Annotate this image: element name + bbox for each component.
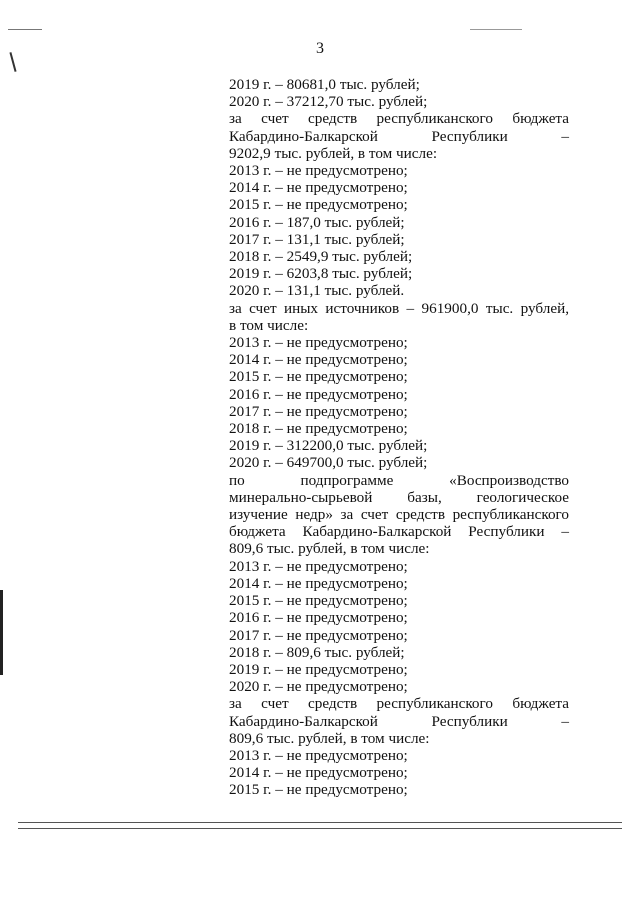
text-line: 2017 г. – не предусмотрено;	[229, 626, 408, 644]
text-line: 2020 г. – 37212,70 тыс. рублей;	[229, 93, 428, 111]
text-line: 2014 г. – не предусмотрено;	[229, 764, 408, 782]
text-line: 2015 г. – не предусмотрено;	[229, 592, 408, 610]
text-line: 2016 г. – не предусмотрено;	[229, 385, 408, 403]
text-line: 2020 г. – не предусмотрено;	[229, 678, 408, 696]
text-line: 2016 г. – не предусмотрено;	[229, 609, 408, 627]
footer-rule-1	[18, 822, 622, 823]
text-line: бюджета Кабардино-Балкарской Республики –	[229, 523, 569, 541]
text-line: 2018 г. – 2549,9 тыс. рублей;	[229, 248, 413, 266]
text-line: 2014 г. – не предусмотрено;	[229, 351, 408, 369]
text-line: 2013 г. – не предусмотрено;	[229, 557, 408, 575]
text-line: 809,6 тыс. рублей, в том числе:	[229, 540, 430, 558]
text-line: 2017 г. – 131,1 тыс. рублей;	[229, 230, 405, 248]
text-line: 2013 г. – не предусмотрено;	[229, 334, 408, 352]
text-line: 2020 г. – 649700,0 тыс. рублей;	[229, 454, 428, 472]
text-line: 2019 г. – не предусмотрено;	[229, 660, 408, 678]
text-line: 2013 г. – не предусмотрено;	[229, 162, 408, 180]
text-line: 2018 г. – 809,6 тыс. рублей;	[229, 643, 405, 661]
text-line: 2020 г. – 131,1 тыс. рублей.	[229, 282, 405, 300]
text-line: 9202,9 тыс. рублей, в том числе:	[229, 144, 438, 162]
document-body	[229, 76, 569, 799]
page-number: 3	[316, 40, 324, 57]
text-line: 2019 г. – 312200,0 тыс. рублей;	[229, 437, 428, 455]
text-line: 809,6 тыс. рублей, в том числе:	[229, 729, 430, 747]
text-line: за счет средств республиканского бюджета	[229, 695, 569, 713]
text-line: 2018 г. – не предусмотрено;	[229, 420, 408, 438]
text-line: 2015 г. – не предусмотрено;	[229, 781, 408, 799]
scan-mark-top-right	[470, 29, 522, 30]
scan-mark-left-tick	[9, 52, 16, 72]
text-line: 2016 г. – 187,0 тыс. рублей;	[229, 213, 405, 231]
text-line: 2014 г. – не предусмотрено;	[229, 574, 408, 592]
text-line: 2015 г. – не предусмотрено;	[229, 368, 408, 386]
text-line: 2015 г. – не предусмотрено;	[229, 196, 408, 214]
text-line: изучение недр» за счет средств республиканского	[229, 506, 569, 524]
text-line: 2019 г. – 6203,8 тыс. рублей;	[229, 265, 413, 283]
text-line: 2013 г. – не предусмотрено;	[229, 746, 408, 764]
text-line: Кабардино-Балкарской Республики –	[229, 712, 569, 730]
scan-mark-top-left	[8, 29, 42, 30]
scan-mark-left-edge	[0, 590, 3, 675]
text-line: минерально-сырьевой базы, геологическое	[229, 488, 569, 506]
text-line: 2019 г. – 80681,0 тыс. рублей;	[229, 76, 420, 93]
text-line: Кабардино-Балкарской Республики –	[229, 127, 569, 145]
footer-rule-2	[18, 828, 622, 829]
text-line: за счет средств республиканского бюджета	[229, 110, 569, 128]
text-line: по подпрограмме «Воспроизводство	[229, 471, 569, 489]
text-line: 2017 г. – не предусмотрено;	[229, 402, 408, 420]
text-line: за счет иных источников – 961900,0 тыс. рублей,	[229, 299, 569, 317]
text-line: 2014 г. – не предусмотрено;	[229, 179, 408, 197]
text-line: в том числе:	[229, 316, 309, 334]
